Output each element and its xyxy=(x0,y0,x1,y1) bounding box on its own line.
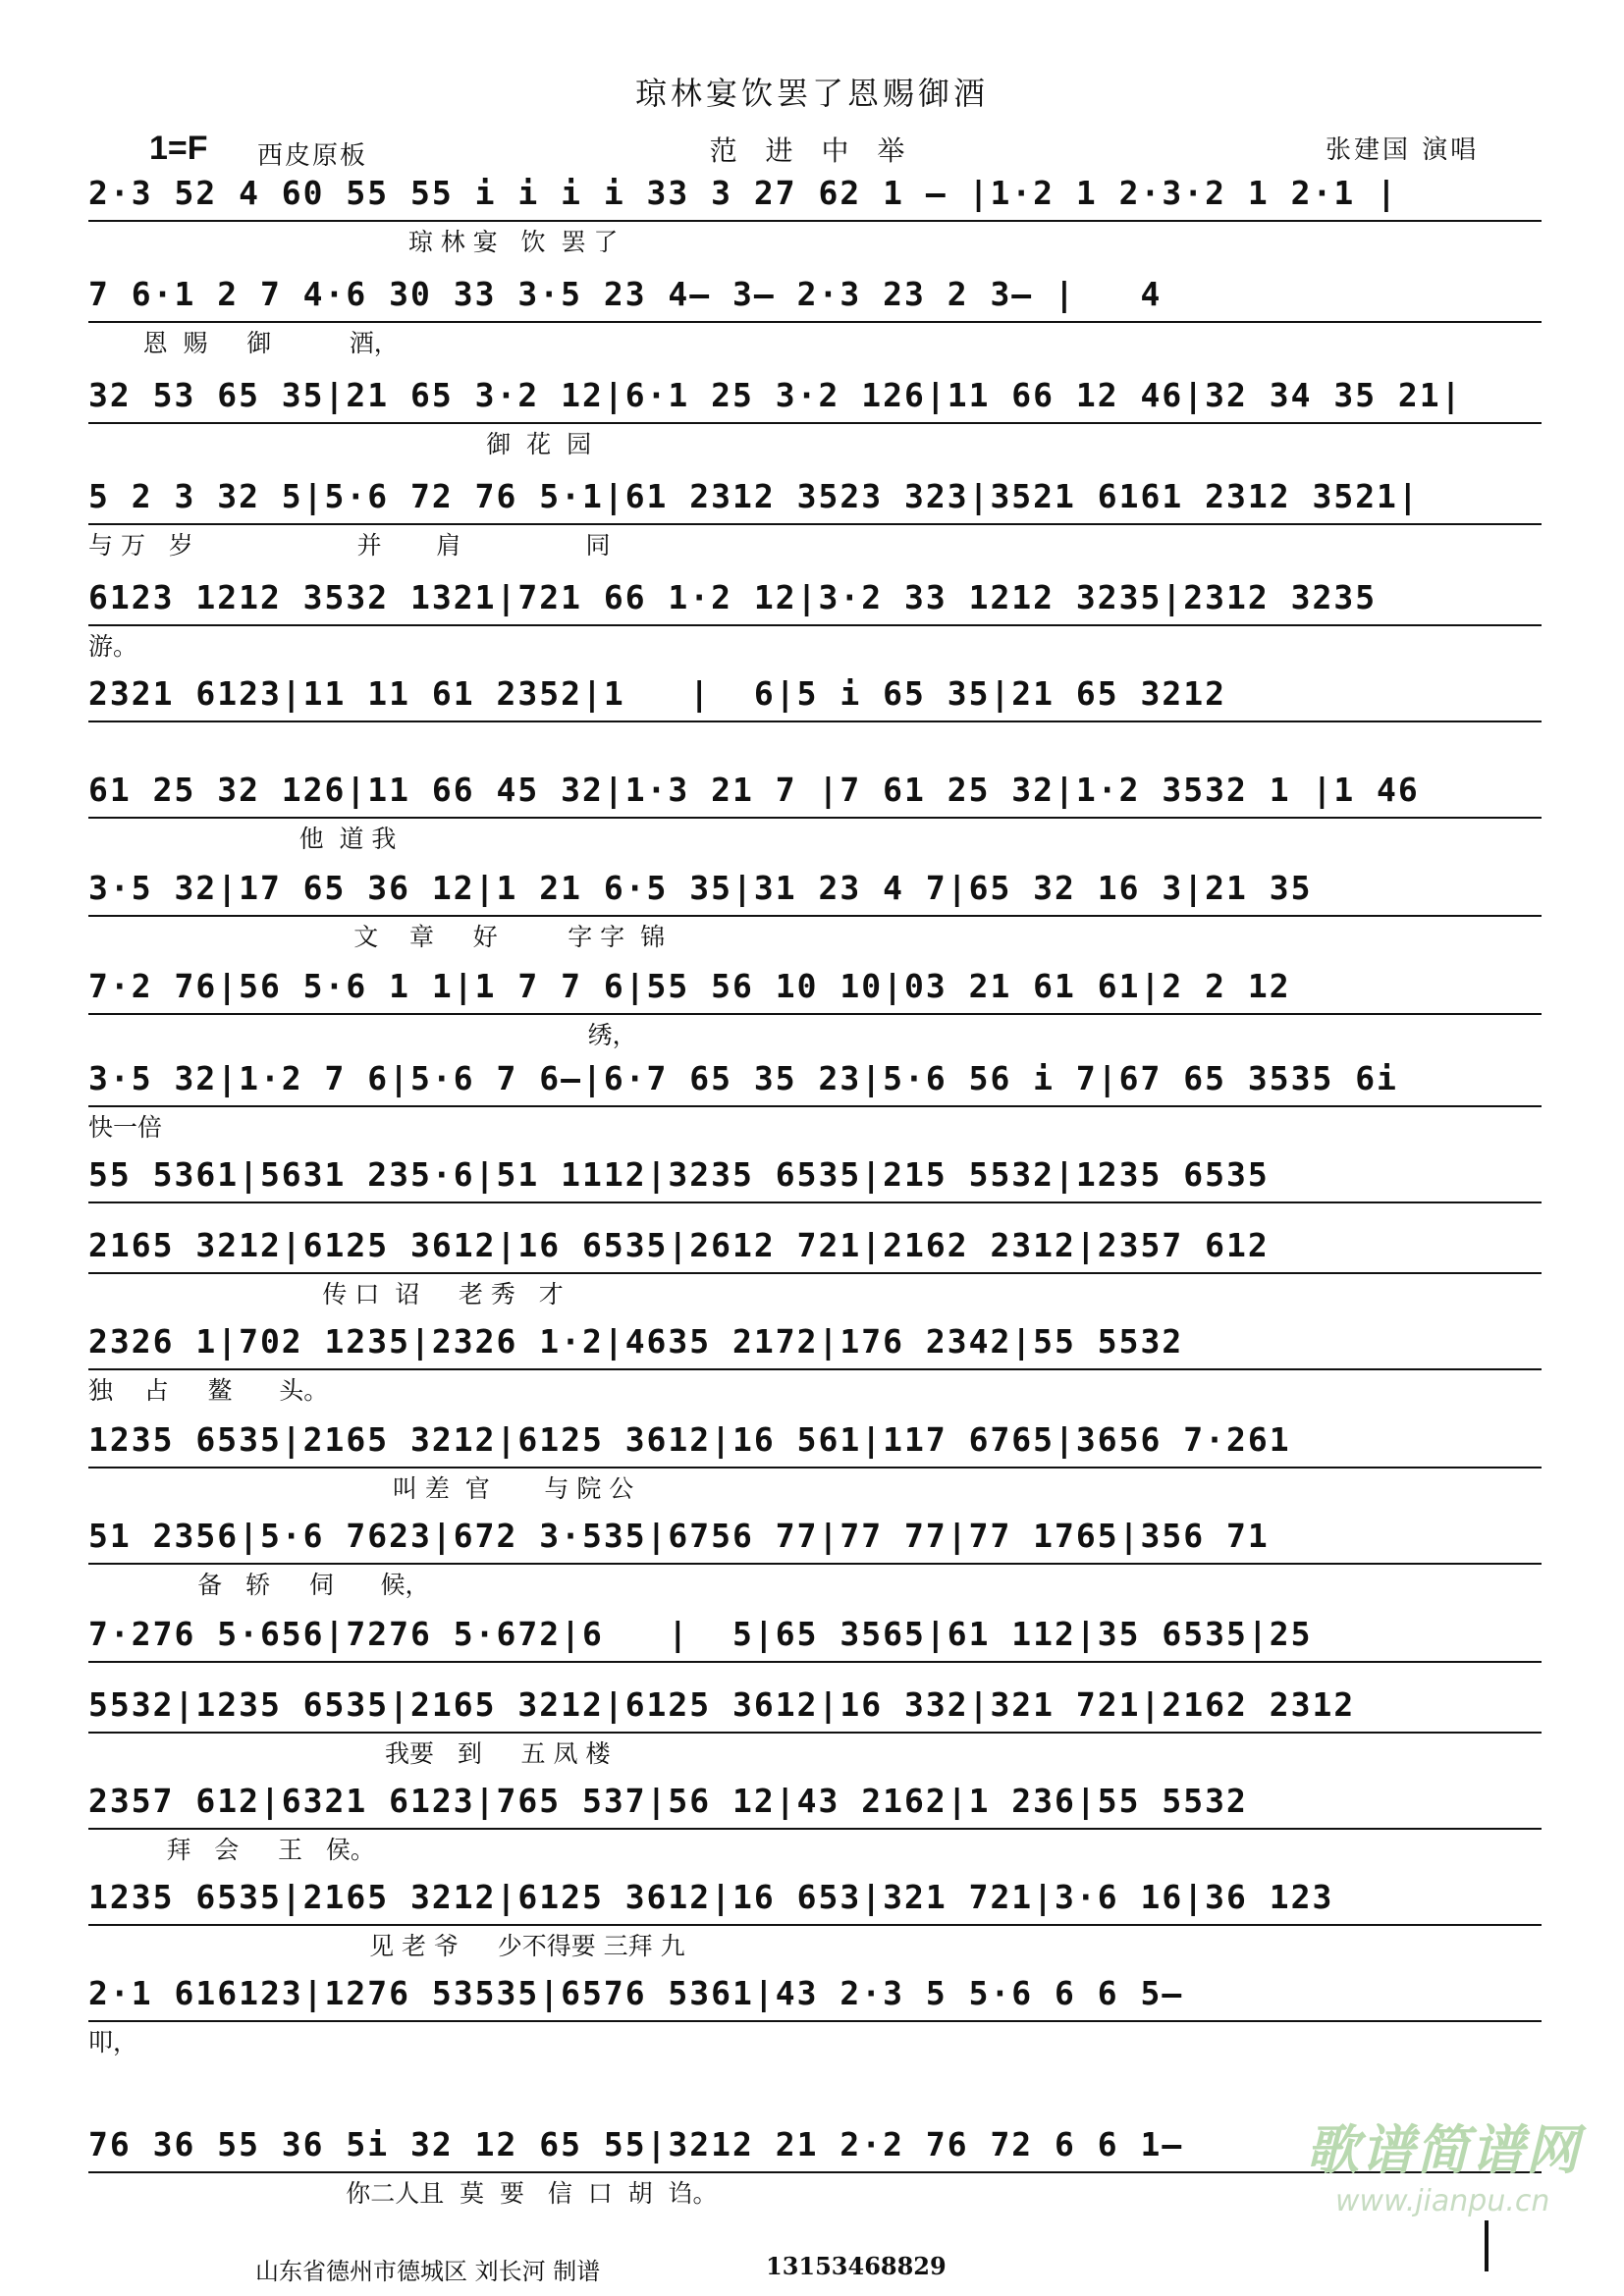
notation-line: 55 5361|5631 235·6|51 1112|3235 6535|215 5532|1235 6535 xyxy=(88,1155,1270,1194)
meter-style: 西皮原板 xyxy=(257,141,368,171)
beam-line xyxy=(88,624,1542,626)
beam-line xyxy=(88,1467,1542,1468)
notation-line: 6123 1212 3532 1321|721 66 1·2 12|3·2 33 1212 3235|2312 3235 xyxy=(88,578,1378,616)
beam-line xyxy=(88,817,1542,819)
subtitle: 范 进 中 举 xyxy=(709,134,915,167)
lyrics-line: 备 轿 伺 候， xyxy=(88,1571,430,1599)
notation-line: 3·5 32|17 65 36 12|1 21 6·5 35|31 23 4 7|65 32 16 3|21 35 xyxy=(88,869,1313,907)
lyrics-line: 叩， xyxy=(88,2028,138,2056)
lyrics-line: 绣， xyxy=(88,1021,637,1049)
beam-line xyxy=(88,422,1542,424)
notation-line: 5532|1235 6535|2165 3212|6125 3612|16 332|321 721|2162 2312 xyxy=(88,1685,1356,1724)
watermark-text: 歌谱简谱网 xyxy=(1306,2119,1581,2181)
lyrics-line: 快一倍 xyxy=(88,1113,163,1142)
beam-line xyxy=(88,220,1542,222)
lyrics-line: 御 花 园 xyxy=(88,430,592,458)
footer-credit: 山东省德州市德城区 刘长河 制谱 xyxy=(255,2258,601,2285)
lyrics-line: 独 占 鳌 头。 xyxy=(88,1376,329,1405)
page-title: 琼林宴饮罢了恩赐御酒 xyxy=(634,75,989,112)
beam-line xyxy=(88,1368,1542,1370)
lyrics-line: 见 老 爷 少不得要 三拜 九 xyxy=(88,1932,685,1960)
notation-line: 1235 6535|2165 3212|6125 3612|16 653|321 721|3·6 16|36 123 xyxy=(88,1878,1334,1916)
notation-line: 7·2 76|56 5·6 1 1|1 7 7 6|55 56 10 10|03 21 61 61|2 2 12 xyxy=(88,967,1291,1005)
notation-line: 61 25 32 126|11 66 45 32|1·3 21 7 |7 61 25 32|1·2 3532 1 |1 46 xyxy=(88,771,1420,809)
lyrics-line: 琼 林 宴 饮 罢 了 xyxy=(88,228,619,256)
beam-line xyxy=(88,1828,1542,1830)
footer-phone: 13153468829 xyxy=(766,2252,947,2280)
lyrics-line: 他 道 我 xyxy=(88,825,397,853)
beam-line xyxy=(88,1105,1542,1107)
notation-line: 1235 6535|2165 3212|6125 3612|16 561|117 6765|3656 7·261 xyxy=(88,1420,1291,1459)
notation-line: 76 36 55 36 5i 32 12 65 55|3212 21 2·2 76 72 6 6 1– xyxy=(88,2125,1184,2163)
beam-line xyxy=(88,1272,1542,1274)
notation-line: 2357 612|6321 6123|765 537|56 12|43 2162|1 236|55 5532 xyxy=(88,1782,1248,1820)
notation-line: 51 2356|5·6 7623|672 3·535|6756 77|77 77|77 1765|356 71 xyxy=(88,1517,1270,1555)
lyrics-line: 传 口 诏 老 秀 才 xyxy=(88,1280,564,1308)
beam-line xyxy=(88,721,1542,722)
watermark-url: www.jianpu.cn xyxy=(1335,2184,1550,2218)
notation-line: 5 2 3 32 5|5·6 72 76 5·1|61 2312 3523 323|3521 6161 2312 3521| xyxy=(88,477,1420,515)
lyrics-line: 文 章 好 字 字 锦 xyxy=(88,923,666,951)
site-watermark xyxy=(1306,2109,1600,2256)
notation-line: 2321 6123|11 11 61 2352|1 | 6|5 i 65 35|21 65 3212 xyxy=(88,674,1226,713)
notation-line: 3·5 32|1·2 7 6|5·6 7 6–|6·7 65 35 23|5·6 56 i 7|67 65 3535 6i xyxy=(88,1059,1398,1097)
lyrics-line: 与 万 岁 并 肩 同 xyxy=(88,531,611,560)
lyrics-line: 恩 赐 御 酒， xyxy=(88,329,399,357)
beam-line xyxy=(88,1661,1542,1663)
beam-line xyxy=(88,2020,1542,2022)
performer: 张建国 演唱 xyxy=(1326,135,1480,165)
notation-line: 2·1 616123|1276 53535|6576 5361|43 2·3 5 5·6 6 6 5– xyxy=(88,1974,1184,2012)
beam-line xyxy=(88,1201,1542,1203)
lyrics-line: 叫 差 官 与 院 公 xyxy=(88,1474,634,1503)
notation-line: 2165 3212|6125 3612|16 6535|2612 721|2162 2312|2357 612 xyxy=(88,1226,1270,1264)
beam-line xyxy=(88,1563,1542,1565)
beam-line xyxy=(88,1732,1542,1734)
lyrics-line: 你二人且 莫 要 信 口 胡 诌。 xyxy=(88,2179,718,2208)
beam-line xyxy=(88,1013,1542,1015)
notation-line: 2326 1|702 1235|2326 1·2|4635 2172|176 2342|55 5532 xyxy=(88,1322,1184,1361)
lyrics-line: 拜 会 王 侯。 xyxy=(88,1836,375,1864)
notation-line: 32 53 65 35|21 65 3·2 12|6·1 25 3·2 126|11 66 12 46|32 34 35 21| xyxy=(88,376,1463,414)
lyrics-line: 游。 xyxy=(88,632,138,661)
notation-line: 2·3 52 4 60 55 55 i i i i 33 3 27 62 1 – |1·2 1 2·3·2 1 2·1 | xyxy=(88,174,1398,212)
notation-line: 7 6·1 2 7 4·6 30 33 3·5 23 4– 3– 2·3 23 2 3– | 4 xyxy=(88,275,1163,313)
lyrics-line: 我要 到 五 凤 楼 xyxy=(88,1739,611,1768)
beam-line xyxy=(88,321,1542,323)
beam-line xyxy=(88,915,1542,917)
beam-line xyxy=(88,1924,1542,1926)
beam-line xyxy=(88,523,1542,525)
lyrics-line xyxy=(88,726,1542,760)
notation-line: 7·276 5·656|7276 5·672|6 | 5|65 3565|61 112|35 6535|25 xyxy=(88,1615,1313,1653)
key-signature: 1=F xyxy=(149,130,208,167)
